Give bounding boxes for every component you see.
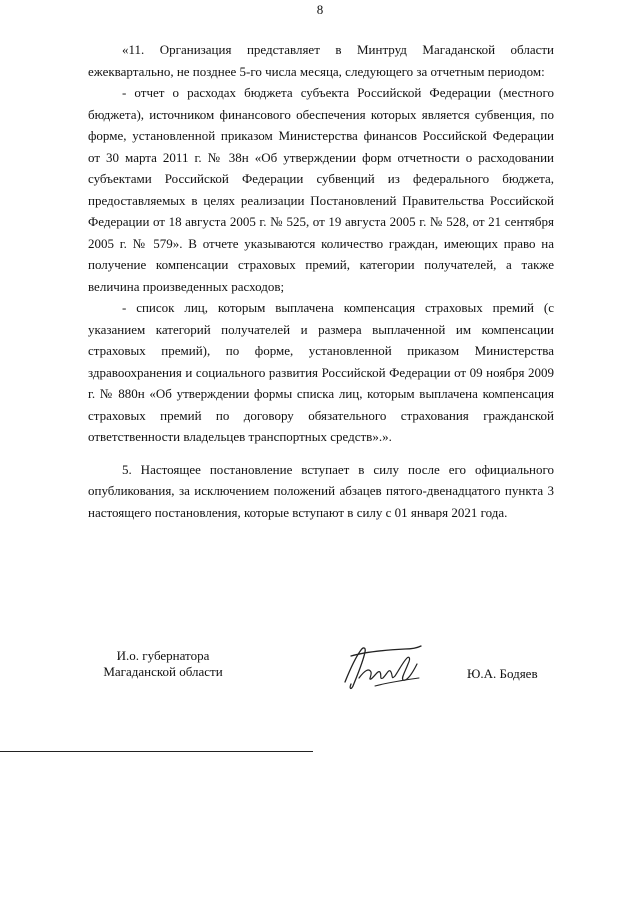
bottom-divider [0, 751, 313, 752]
paragraph-recipients-list: - список лиц, которым выплачена компенсация страховых премий (с указанием категорий получателей и размера выплаченной им компенсации страховых премий), по форме, установленной приказом Министерства здравоохранения и социального развития Российской Федерации от 09 ноября 2009 г. № 880н «Об утверждении формы списка лиц, которым выплачена компенсация страховых премий по договору обязательного страхования гражданской ответственности владельцев транспортных средств».». [88, 300, 554, 444]
paragraph-effective-date: 5. Настоящее постановление вступает в силу после его официального опубликования, за исключением положений абзацев пятого-двенадцатого пункта 3 настоящего постановления, которые вступают в силу с 01 января 2021 года. [88, 461, 554, 520]
page-number: 8 [316, 2, 324, 17]
paragraph-item-11: «11. Организация представляет в Минтруд Магаданской области ежеквартально, не позднее 5-го числа месяца, следующего за отчетным периодом: [88, 42, 554, 79]
paragraph-report-expenses: - отчет о расходах бюджета субъекта Российской Федерации (местного бюджета), источником финансового обеспечения которых является субвенция, по форме, установленной приказом Министерства финансов Российской Федерации от 30 марта 2011 г. № 38н «Об утверждении форм отчетности о расходовании субъектами Российской Федерации субвенций из федерального бюджета, предоставляемых в целях реализации Постановлений Правительства Российской Федерации от 18 августа 2005 г. № 525, от 19 августа 2005 г. № 528, от 21 сентября 2005 г. № 579». В отчете указываются количество граждан, имеющих право на получение компенсации страховых премий, категории получателей, а также величина произведенных расходов; [88, 85, 554, 294]
handwritten-signature-icon [335, 642, 427, 692]
document-body [88, 39, 554, 523]
signature-block [0, 648, 640, 708]
signatory-name: Ю.А. Бодяев [467, 666, 538, 681]
signatory-position [88, 648, 238, 680]
signatory-position-line1: И.о. губернатора [116, 648, 210, 663]
signatory-position-line2: Магаданской области [103, 664, 223, 679]
